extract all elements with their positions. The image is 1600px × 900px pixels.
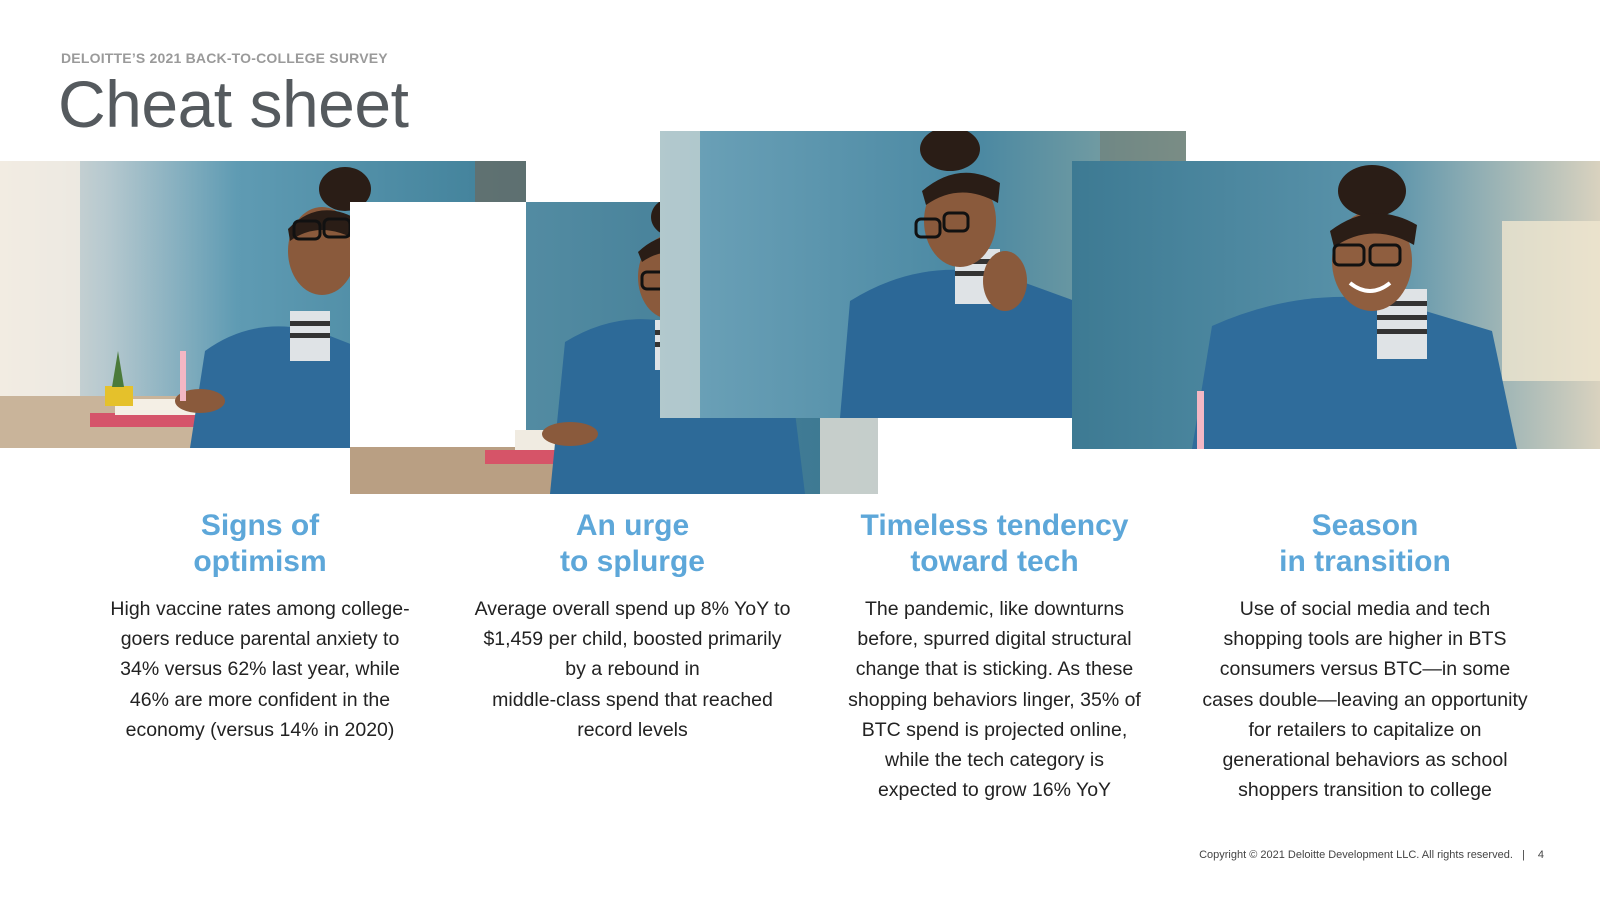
body-line: $1,459 per child, boosted primarily <box>483 628 782 651</box>
body-line: by a rebound in <box>565 658 700 681</box>
body-line: consumers versus BTC—in some <box>1219 658 1511 681</box>
body-line: The pandemic, like downturns <box>864 598 1125 620</box>
column-timeless-tendency-toward-tech <box>822 508 1167 805</box>
heading-line: to splurge <box>559 545 705 578</box>
body-line: BTC spend is projected online, <box>861 718 1128 741</box>
page-number: 4 <box>1537 849 1544 861</box>
heading-line: in transition <box>1279 545 1451 578</box>
column-body <box>95 594 425 745</box>
body-line: change that is sticking. As these <box>855 658 1134 681</box>
body-line: shopping tools are higher in BTS <box>1223 628 1507 651</box>
footer-separator: | <box>1521 849 1525 861</box>
column-signs-of-optimism <box>95 508 425 745</box>
column-heading <box>822 508 1167 580</box>
column-body <box>822 594 1167 805</box>
column-body <box>460 594 805 745</box>
column-heading <box>460 508 805 580</box>
page-title: Cheat sheet <box>58 67 409 141</box>
body-line: for retailers to capitalize on <box>1248 718 1482 741</box>
heading-line: toward tech <box>910 545 1079 578</box>
photo-student-smiling-at-camera <box>1072 161 1600 449</box>
column-an-urge-to-splurge <box>460 508 805 745</box>
column-body <box>1190 594 1540 805</box>
body-line: cases double—leaving an opportunity <box>1202 688 1528 711</box>
heading-line: Signs of <box>200 509 320 542</box>
body-line: goers reduce parental anxiety to <box>120 628 400 651</box>
heading-line: optimism <box>193 545 327 578</box>
body-line: before, spurred digital structural <box>857 628 1132 651</box>
body-line: generational behaviors as school <box>1222 749 1508 772</box>
body-line: Use of social media and tech <box>1239 598 1491 620</box>
heading-line: An urge <box>575 509 690 542</box>
heading-line: Timeless tendency <box>860 509 1129 542</box>
copyright-text: Copyright © 2021 Deloitte Development LLC. All rights reserved. <box>1199 849 1513 861</box>
heading-line: Season <box>1311 509 1419 542</box>
body-line: while the tech category is <box>885 749 1104 772</box>
body-line: expected to grow 16% YoY <box>877 779 1112 802</box>
body-line: Average overall spend up 8% YoY to <box>474 598 791 620</box>
body-line: record levels <box>577 718 688 741</box>
body-line: economy (versus 14% in 2020) <box>125 718 395 741</box>
column-heading <box>95 508 425 580</box>
body-line: middle-class spend that reached <box>492 688 773 711</box>
body-line: shopping behaviors linger, 35% of <box>848 688 1141 711</box>
body-line: High vaccine rates among college- <box>110 598 410 620</box>
body-line: 34% versus 62% last year, while <box>120 658 400 681</box>
body-line: 46% are more confident in the <box>129 688 391 711</box>
column-heading <box>1190 508 1540 580</box>
footer <box>1199 849 1544 861</box>
column-season-in-transition <box>1190 508 1540 805</box>
survey-eyebrow: DELOITTE’S 2021 BACK-TO-COLLEGE SURVEY <box>61 50 388 66</box>
body-line: shoppers transition to college <box>1238 779 1492 802</box>
